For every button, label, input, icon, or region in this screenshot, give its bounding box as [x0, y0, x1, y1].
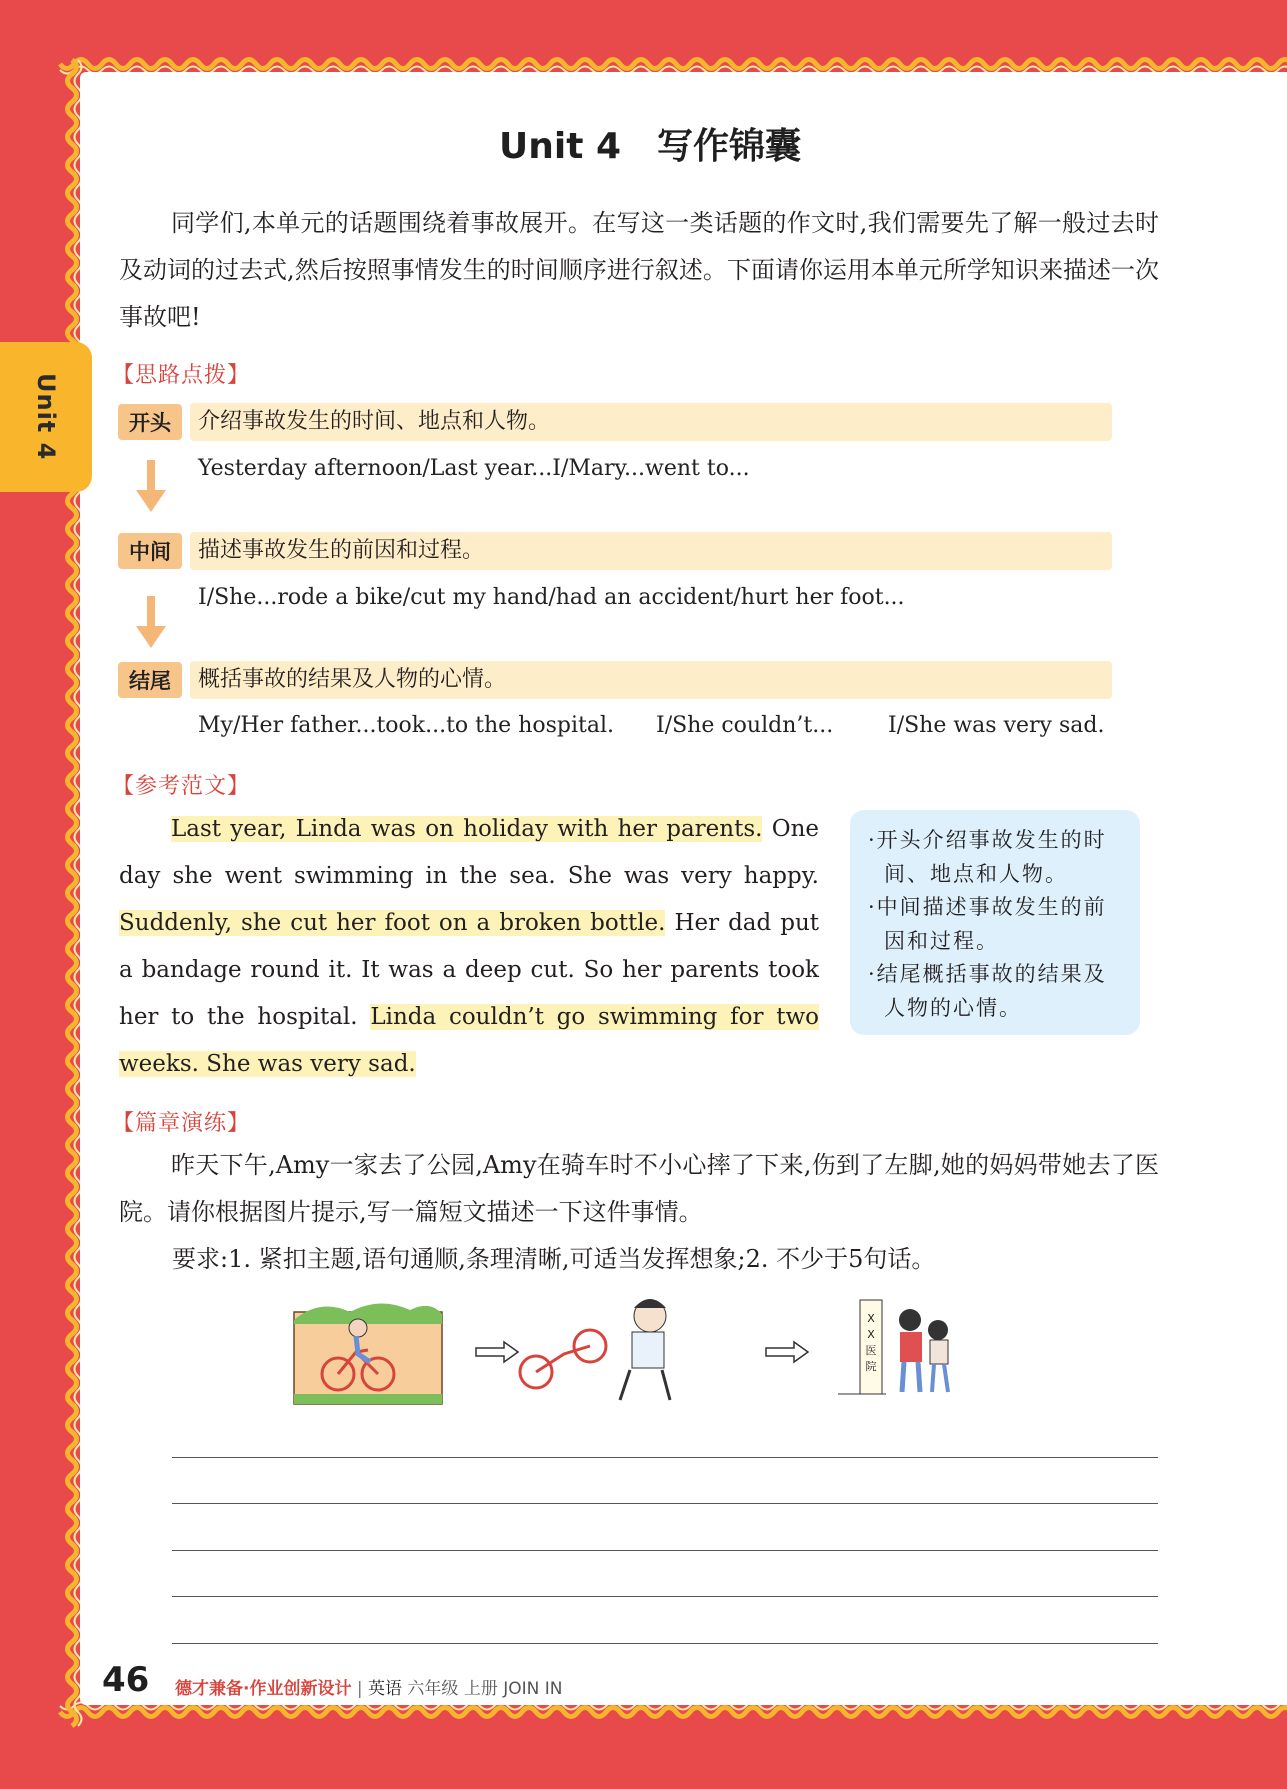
tip-box: [850, 810, 1140, 1035]
section-label-sample: 【参考范文】: [112, 774, 251, 799]
writing-line[interactable]: [172, 1550, 1158, 1551]
essay-text: One day she went swimming in the sea. She was very happy.: [119, 816, 820, 889]
step-tag-ending: 结尾: [118, 662, 182, 698]
step-example-middle: I/She...rode a bike/cut my hand/had an accident/hurt her foot...: [198, 585, 905, 610]
step-example-ending-3: I/She was very sad.: [888, 713, 1105, 738]
writing-line[interactable]: [172, 1503, 1158, 1504]
picture-fall-off-bike: [520, 1299, 670, 1400]
picture-prompts: [290, 1290, 1010, 1410]
down-arrow-icon: [136, 460, 166, 512]
page-number: 46: [102, 1660, 150, 1700]
step-example-ending-1: My/Her father...took...to the hospital.: [198, 713, 615, 738]
footer-subject: 英语: [368, 1679, 403, 1699]
footer-book-info: 六年级 上册 JOIN IN: [407, 1679, 563, 1699]
step-example-ending-2: I/She couldn’t...: [656, 713, 834, 738]
step-desc-middle: 描述事故发生的前因和过程。: [190, 532, 1112, 570]
step-desc-ending: 概括事故的结果及人物的心情。: [190, 661, 1112, 699]
down-arrow-icon: [136, 596, 166, 648]
writing-line[interactable]: [172, 1643, 1158, 1644]
practice-requirement: 要求:1. 紧扣主题,语句通顺,条理清晰,可适当发挥想象;2. 不少于5句话。: [172, 1245, 936, 1273]
svg-text:X: X: [867, 1328, 875, 1341]
sample-essay: [119, 806, 819, 1088]
svg-text:X: X: [867, 1312, 875, 1325]
arrow-right-icon: [476, 1342, 518, 1362]
essay-highlight-ending: Linda couldn’t go swimming for two weeks. She was very sad.: [119, 1004, 819, 1077]
footer-brand: 德才兼备·作业创新设计: [175, 1679, 352, 1699]
page-title: Unit 4 写作锦囊: [499, 126, 801, 167]
tip-item: ·中间描述事故发生的前因和过程。: [868, 895, 1107, 953]
writing-line[interactable]: [172, 1457, 1158, 1458]
essay-highlight-beginning: Last year, Linda was on holiday with her parents.: [171, 816, 763, 842]
step-desc-beginning: 介绍事故发生的时间、地点和人物。: [190, 403, 1112, 441]
picture-hospital: [838, 1300, 948, 1394]
section-label-practice: 【篇章演练】: [112, 1111, 251, 1136]
practice-prompt: 昨天下午,Amy一家去了公园,Amy在骑车时不小心摔了下来,伤到了左脚,她的妈妈带她去了医院。请你根据图片提示,写一篇短文描述一下这件事情。: [119, 1151, 1159, 1226]
arrow-right-icon: [766, 1342, 808, 1362]
step-example-beginning: Yesterday afternoon/Last year...I/Mary...went to...: [198, 456, 750, 481]
svg-text:医: 医: [865, 1344, 877, 1357]
footer-series: 德才兼备·作业创新设计 | 英语 六年级 上册 JOIN IN: [175, 1679, 563, 1699]
section-label-ideas: 【思路点拨】: [112, 363, 251, 388]
tip-item: ·开头介绍事故发生的时间、地点和人物。: [868, 828, 1107, 886]
writing-line[interactable]: [172, 1596, 1158, 1597]
step-tag-beginning: 开头: [118, 404, 182, 440]
essay-text: Her dad put a bandage round it. It was a deep cut. So her parents took her to the hospital.: [119, 910, 819, 1030]
intro-paragraph: 同学们,本单元的话题围绕着事故展开。在写这一类话题的作文时,我们需要先了解一般过去时及动词的过去式,然后按照事情发生的时间顺序进行叙述。下面请你运用本单元所学知识来描述一次事故吧!: [119, 209, 1159, 331]
unit-tab-label: Unit 4: [32, 373, 60, 461]
tip-item: ·结尾概括事故的结果及人物的心情。: [868, 962, 1107, 1020]
step-tag-middle: 中间: [118, 533, 182, 569]
essay-highlight-middle: Suddenly, she cut her foot on a broken bottle.: [119, 910, 666, 936]
unit-side-tab: [0, 342, 92, 492]
picture-riding-bike: [294, 1303, 442, 1404]
svg-text:院: 院: [865, 1360, 877, 1373]
